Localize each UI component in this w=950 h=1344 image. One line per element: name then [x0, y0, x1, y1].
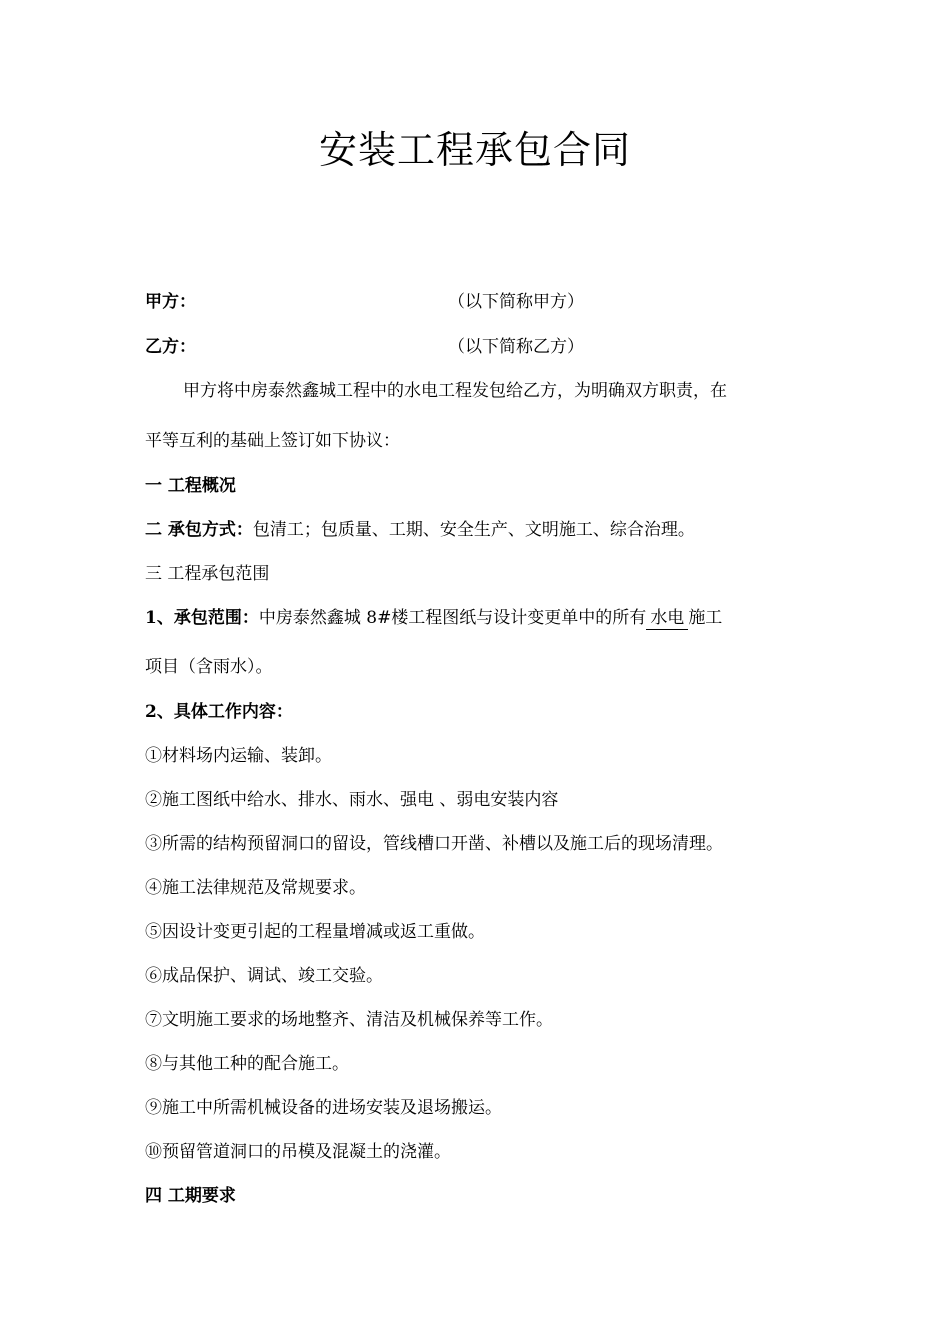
section-4-heading: 四 工期要求 — [145, 1186, 236, 1206]
scope-line-2: 项目（含雨水）。 — [145, 657, 273, 677]
work-item-10: ⑩预留管道洞口的吊模及混凝土的浇灌。 — [145, 1142, 451, 1162]
document-title: 安装工程承包合同 — [318, 128, 631, 172]
scope-underlined: 水电 — [646, 607, 688, 630]
party-b-line — [145, 334, 584, 360]
section-2-label: 二 承包方式： — [145, 520, 253, 540]
work-item-3: ③所需的结构预留洞口的留设，管线槽口开凿、补槽以及施工后的现场清理。 — [145, 834, 723, 854]
work-item-1: ①材料场内运输、装卸。 — [145, 746, 332, 766]
work-item-6: ⑥成品保护、调试、竣工交验。 — [145, 966, 383, 986]
section-2-text: 包清工；包质量、工期、安全生产、文明施工、综合治理。 — [252, 520, 695, 540]
section-3-heading: 三 工程承包范围 — [145, 564, 270, 584]
party-a-note: （以下简称甲方） — [448, 292, 584, 312]
intro-line-1: 甲方将中房泰然鑫城工程中的水电工程发包给乙方，为明确双方职责，在 — [183, 381, 727, 401]
party-b-note: （以下简称乙方） — [448, 337, 584, 357]
work-item-7: ⑦文明施工要求的场地整齐、清洁及机械保养等工作。 — [145, 1010, 553, 1030]
scope-line-1 — [145, 605, 722, 631]
scope-label: 1、承包范围： — [145, 608, 259, 628]
section-1-heading: 一 工程概况 — [145, 476, 236, 496]
work-item-9: ⑨施工中所需机械设备的进场安装及退场搬运。 — [145, 1098, 502, 1118]
work-item-4: ④施工法律规范及常规要求。 — [145, 878, 366, 898]
work-content-label: 2、具体工作内容： — [145, 702, 293, 722]
party-b-label: 乙方： — [145, 337, 196, 357]
party-a-label: 甲方： — [145, 292, 196, 312]
work-item-5: ⑤因设计变更引起的工程量增减或返工重做。 — [145, 922, 485, 942]
party-a-line — [145, 289, 584, 315]
scope-text-b: 施工 — [688, 608, 723, 628]
work-item-2: ②施工图纸中给水、排水、雨水、强电 、弱电安装内容 — [145, 790, 559, 810]
intro-line-2: 平等互利的基础上签订如下协议： — [145, 431, 400, 451]
work-item-8: ⑧与其他工种的配合施工。 — [145, 1054, 349, 1074]
section-2-line — [145, 517, 695, 543]
scope-text-a: 中房泰然鑫城 8#楼工程图纸与设计变更单中的所有 — [258, 608, 647, 628]
